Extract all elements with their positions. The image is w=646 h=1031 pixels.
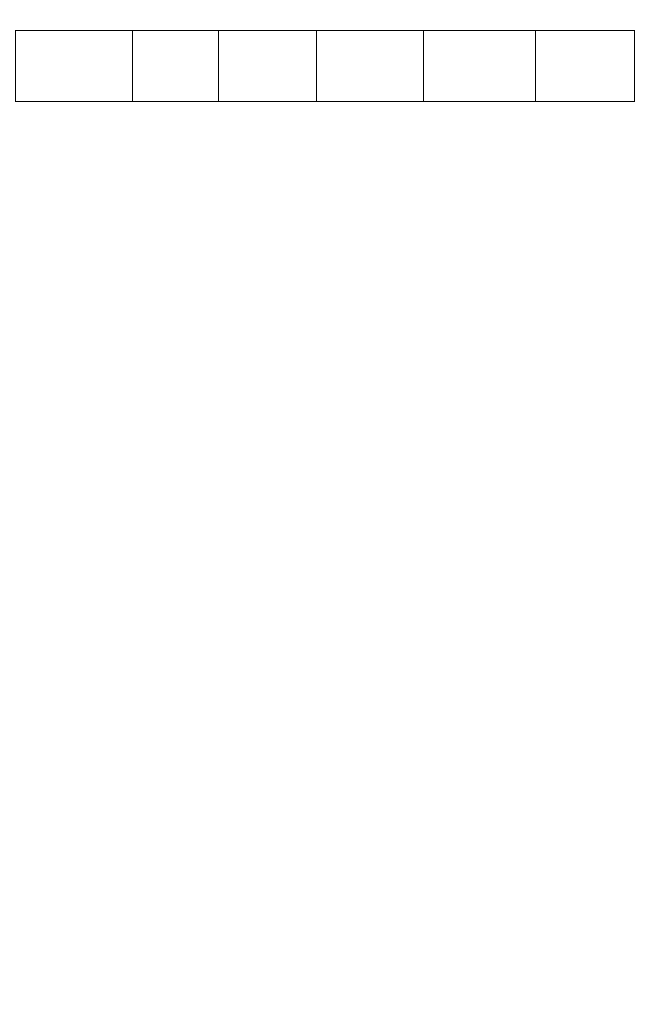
col-header-output (133, 31, 219, 102)
col-header-change-pct (536, 31, 635, 102)
col-header-prev-output (317, 31, 424, 102)
table-header-row (16, 31, 635, 102)
col-header-region (16, 31, 133, 102)
crude-steel-table (15, 30, 635, 102)
col-header-avg-daily (219, 31, 317, 102)
col-header-prev-avg-daily (424, 31, 536, 102)
